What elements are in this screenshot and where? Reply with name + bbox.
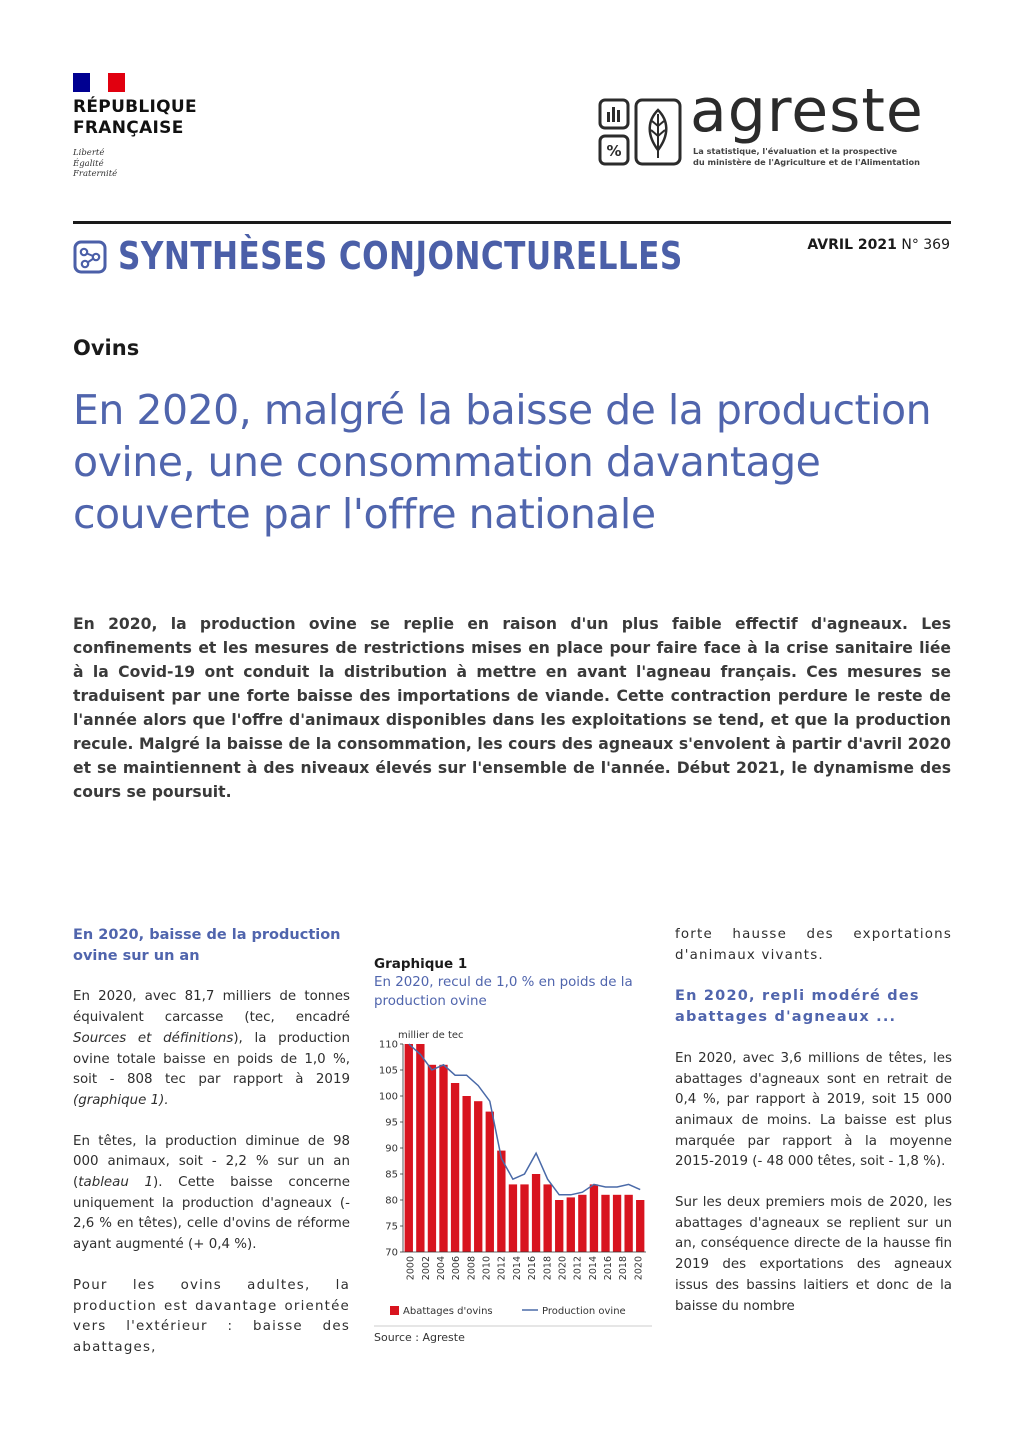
issue-info [807, 236, 950, 254]
x-tick-label-14: 2018 [618, 1256, 630, 1281]
bar-2012 [543, 1184, 551, 1252]
y-tick-label-75: 75 [385, 1221, 398, 1233]
column-left [73, 925, 350, 1379]
y-tick-label-85: 85 [385, 1169, 398, 1181]
section-heading-slaughter: En 2020, repli modéré des abattages d'agneaux ... [675, 988, 920, 1026]
x-tick-label-7: 2014 [511, 1256, 523, 1281]
motto-egalite: Égalité [73, 158, 104, 169]
legend-label-line: Production ovine [542, 1306, 626, 1317]
x-tick-label-4: 2008 [466, 1256, 478, 1281]
svg-text:%: % [606, 142, 622, 160]
bar-2002 [428, 1065, 436, 1252]
flag-white-stripe [90, 73, 107, 92]
figure-title: En 2020, recul de 1,0 % en poids de la production ovine [374, 975, 633, 1009]
bar-2000 [405, 1044, 413, 1252]
paragraph-first-months: Sur les deux premiers mois de 2020, les abattages d'agneaux se replient sur un an, conséquence directe de la hausse fin 2019 des exportations des agneaux issus des bassins laitiers et donc de la baisse du nombre [675, 1195, 952, 1314]
x-axis [403, 1252, 646, 1280]
bar-2019 [624, 1195, 632, 1252]
x-tick-label-12: 2014 [587, 1256, 599, 1281]
republic-motto [73, 148, 117, 180]
figure-label: Graphique 1 [374, 956, 468, 972]
agreste-wordmark: agreste [690, 76, 924, 146]
header-rule [73, 221, 951, 224]
tagline-line1: La statistique, l'évaluation et la prospective [693, 146, 898, 156]
production-chart [374, 1022, 652, 1327]
rf-name-line2: FRANÇAISE [73, 118, 184, 138]
bar-2013 [555, 1200, 563, 1252]
bar-2014 [567, 1197, 575, 1252]
bar-2015 [578, 1195, 586, 1252]
x-tick-label-9: 2018 [542, 1256, 554, 1281]
flag-red-stripe [108, 73, 125, 92]
tagline-line2: du ministère de l'Agriculture et de l'Alimentation [693, 157, 920, 167]
french-flag-logo [73, 73, 125, 92]
p2-table-ref: tableau 1 [78, 1175, 154, 1191]
bar-2001 [416, 1044, 424, 1252]
series-title: SYNTHÈSES CONJONCTURELLES [118, 234, 683, 278]
p2-text-b: ). Cette baisse concerne uniquement la production d'agneaux (- 2,6 % en têtes), celle d'ovins de réforme ayant augmenté (+ 0,4 %). [73, 1175, 350, 1253]
x-tick-label-1: 2002 [420, 1256, 432, 1281]
y-tick-label-110: 110 [378, 1039, 398, 1051]
paragraph-lamb-slaughter: En 2020, avec 3,6 millions de têtes, les abattages d'agneaux sont en retrait de 0,4 %, par rapport à 2019, soit 15 000 animaux de moins. La baisse est plus marquée par rapport à la moyenne 2015-2019 (- 48 000 têtes, soit - 1,8 %). [675, 1050, 952, 1170]
x-tick-label-5: 2010 [481, 1256, 493, 1281]
y-tick-label-80: 80 [385, 1195, 398, 1207]
p1-sources-ref: Sources et définitions [73, 1030, 234, 1046]
p1-text-a: En 2020, avec 81,7 milliers de tonnes équivalent carcasse (tec, encadré [73, 989, 350, 1026]
x-tick-label-15: 2020 [633, 1256, 645, 1281]
legend-label-bars: Abattages d'ovins [403, 1306, 493, 1317]
paragraph-production-heads [73, 1132, 350, 1256]
chart-legend [374, 1306, 652, 1326]
issue-number: N° 369 [901, 237, 950, 253]
issue-date: AVRIL 2021 [807, 237, 897, 253]
bar-2007 [486, 1112, 494, 1252]
column-right [675, 925, 952, 1337]
x-tick-label-2: 2004 [435, 1256, 447, 1281]
rubric: Ovins [73, 336, 140, 360]
motto-fraternite: Fraternité [73, 169, 118, 179]
p1-text-b: ), la production ovine totale baisse en poids de 1,0 %, soit - 808 tec par rapport à 2019 [73, 1030, 350, 1088]
network-icon [73, 240, 107, 274]
bar-2010 [520, 1184, 528, 1252]
p1-graph-ref: (graphique 1). [73, 1092, 169, 1108]
legend-swatch-bars [390, 1306, 399, 1315]
bar-2017 [601, 1195, 609, 1252]
bar-2018 [613, 1195, 621, 1252]
bar-2006 [474, 1101, 482, 1252]
bar-2016 [590, 1184, 598, 1252]
bar-2020 [636, 1200, 644, 1252]
p2-text-a: En têtes, la production diminue de 98 000 animaux, soit - 2,2 % sur un an ( [73, 1133, 350, 1191]
rf-name-line1: RÉPUBLIQUE [73, 97, 197, 117]
y-axis [379, 1040, 403, 1259]
bar-2003 [439, 1065, 447, 1252]
y-tick-label-70: 70 [385, 1247, 398, 1259]
lead-paragraph: En 2020, la production ovine se replie en raison d'un plus faible effectif d'agneaux. Les confinements et les mesures de restrictions mises en place pour faire face à la crise sanitaire liée à la Covid-19 ont conduit la distribution à mettre en avant l'agneau français. Ces mesures se traduisent par une forte baisse des importations de viande. Cette contraction perdure le reste de l'année alors que l'offre d'animaux disponibles dans les exploitations se tend, et que la production recule. Malgré la baisse de la consommation, les cours des agneaux s'envolent à partir d'avril 2020 et se maintiennent à des niveaux élevés sur l'ensemble de l'année. Début 2021, le dynamisme des cours se poursuit. [73, 615, 951, 801]
x-tick-label-6: 2012 [496, 1256, 508, 1281]
agreste-logo-icon [598, 98, 686, 166]
figure-source: Source : Agreste [374, 1331, 465, 1344]
x-tick-label-0: 2000 [405, 1256, 417, 1281]
bar-2008 [497, 1151, 505, 1252]
bars-group [405, 1044, 645, 1252]
y-tick-label-100: 100 [378, 1091, 398, 1103]
y-tick-label-90: 90 [385, 1143, 398, 1155]
x-tick-label-3: 2006 [451, 1256, 463, 1281]
flag-blue-stripe [73, 73, 90, 92]
bar-2005 [462, 1096, 470, 1252]
bar-2004 [451, 1083, 459, 1252]
x-tick-label-11: 2012 [572, 1256, 584, 1281]
y-tick-label-95: 95 [385, 1117, 398, 1129]
headline: En 2020, malgré la baisse de la production ovine, une consommation davantage couverte par l'offre nationale [73, 386, 932, 538]
section-heading-production: En 2020, baisse de la production ovine sur un an [73, 927, 341, 964]
x-tick-label-13: 2016 [603, 1256, 615, 1281]
bar-2009 [509, 1184, 517, 1252]
paragraph-exports: forte hausse des exportations d'animaux vivants. [675, 927, 952, 963]
y-axis-label: millier de tec [398, 1030, 464, 1041]
x-tick-label-8: 2016 [527, 1256, 539, 1281]
republique-francaise-name [73, 97, 197, 139]
bar-2011 [532, 1174, 540, 1252]
y-tick-label-105: 105 [378, 1065, 398, 1077]
paragraph-adult-sheep: Pour les ovins adultes, la production est davantage orientée vers l'extérieur : baisse des abattages, [73, 1277, 350, 1355]
paragraph-production-weight [73, 987, 350, 1111]
motto-liberte: Liberté [73, 148, 105, 158]
figure-header [374, 955, 652, 1011]
x-tick-label-10: 2020 [557, 1256, 569, 1281]
agreste-tagline [693, 146, 963, 168]
